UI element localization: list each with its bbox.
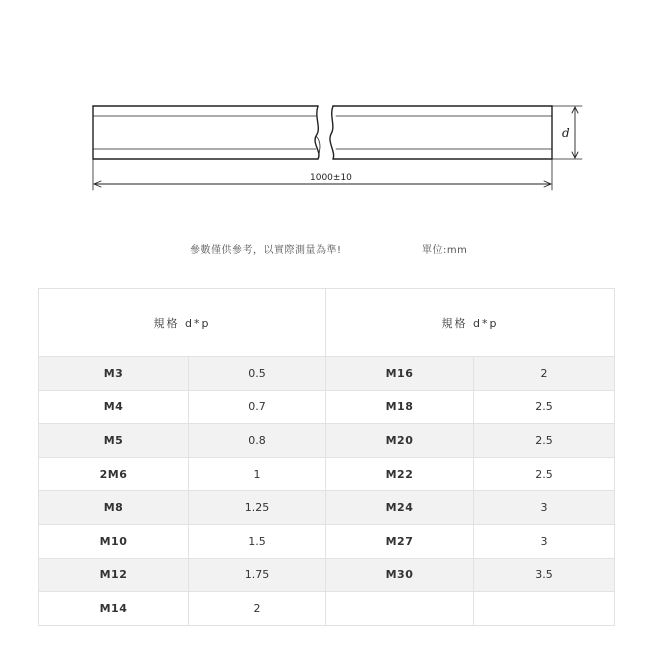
pitch-cell: 3 xyxy=(474,524,615,558)
size-cell: M22 xyxy=(326,457,474,491)
size-cell: M18 xyxy=(326,390,474,424)
pitch-cell: 1 xyxy=(189,457,326,491)
table-row xyxy=(39,524,615,558)
table-row xyxy=(39,424,615,458)
pitch-cell: 2 xyxy=(189,592,326,626)
size-cell xyxy=(326,592,474,626)
size-cell: M30 xyxy=(326,558,474,592)
pitch-cell: 0.5 xyxy=(189,357,326,391)
table-row xyxy=(39,592,615,626)
size-cell: M4 xyxy=(39,390,189,424)
spec-table xyxy=(38,288,615,626)
rod-break-left xyxy=(315,106,319,159)
table-row xyxy=(39,491,615,525)
pitch-cell xyxy=(474,592,615,626)
header-spec-left: 規格 d*p xyxy=(39,289,326,357)
size-cell: M27 xyxy=(326,524,474,558)
size-cell: M8 xyxy=(39,491,189,525)
pitch-cell: 2.5 xyxy=(474,457,615,491)
size-cell: M14 xyxy=(39,592,189,626)
length-label: 1000±10 xyxy=(310,173,352,183)
table-row xyxy=(39,558,615,592)
size-cell: M3 xyxy=(39,357,189,391)
threaded-rod-drawing xyxy=(0,0,660,230)
table-row xyxy=(39,357,615,391)
size-cell: M16 xyxy=(326,357,474,391)
pitch-cell: 1.75 xyxy=(189,558,326,592)
pitch-cell: 2.5 xyxy=(474,424,615,458)
pitch-cell: 3.5 xyxy=(474,558,615,592)
size-cell: M24 xyxy=(326,491,474,525)
diameter-label: d xyxy=(562,126,570,140)
pitch-cell: 0.7 xyxy=(189,390,326,424)
pitch-cell: 2.5 xyxy=(474,390,615,424)
size-cell: M20 xyxy=(326,424,474,458)
table-row xyxy=(39,390,615,424)
pitch-cell: 2 xyxy=(474,357,615,391)
pitch-cell: 3 xyxy=(474,491,615,525)
size-cell: 2M6 xyxy=(39,457,189,491)
size-cell: M10 xyxy=(39,524,189,558)
pitch-cell: 1.25 xyxy=(189,491,326,525)
unit-note: 單位:mm xyxy=(422,245,468,256)
header-spec-right: 規格 d*p xyxy=(326,289,615,357)
table-header-row xyxy=(39,289,615,357)
pitch-cell: 1.5 xyxy=(189,524,326,558)
pitch-cell: 0.8 xyxy=(189,424,326,458)
size-cell: M12 xyxy=(39,558,189,592)
rod-break-right xyxy=(330,106,334,159)
disclaimer-note: 參數僅供參考，以實際測量為準! xyxy=(190,245,342,256)
size-cell: M5 xyxy=(39,424,189,458)
table-row xyxy=(39,457,615,491)
